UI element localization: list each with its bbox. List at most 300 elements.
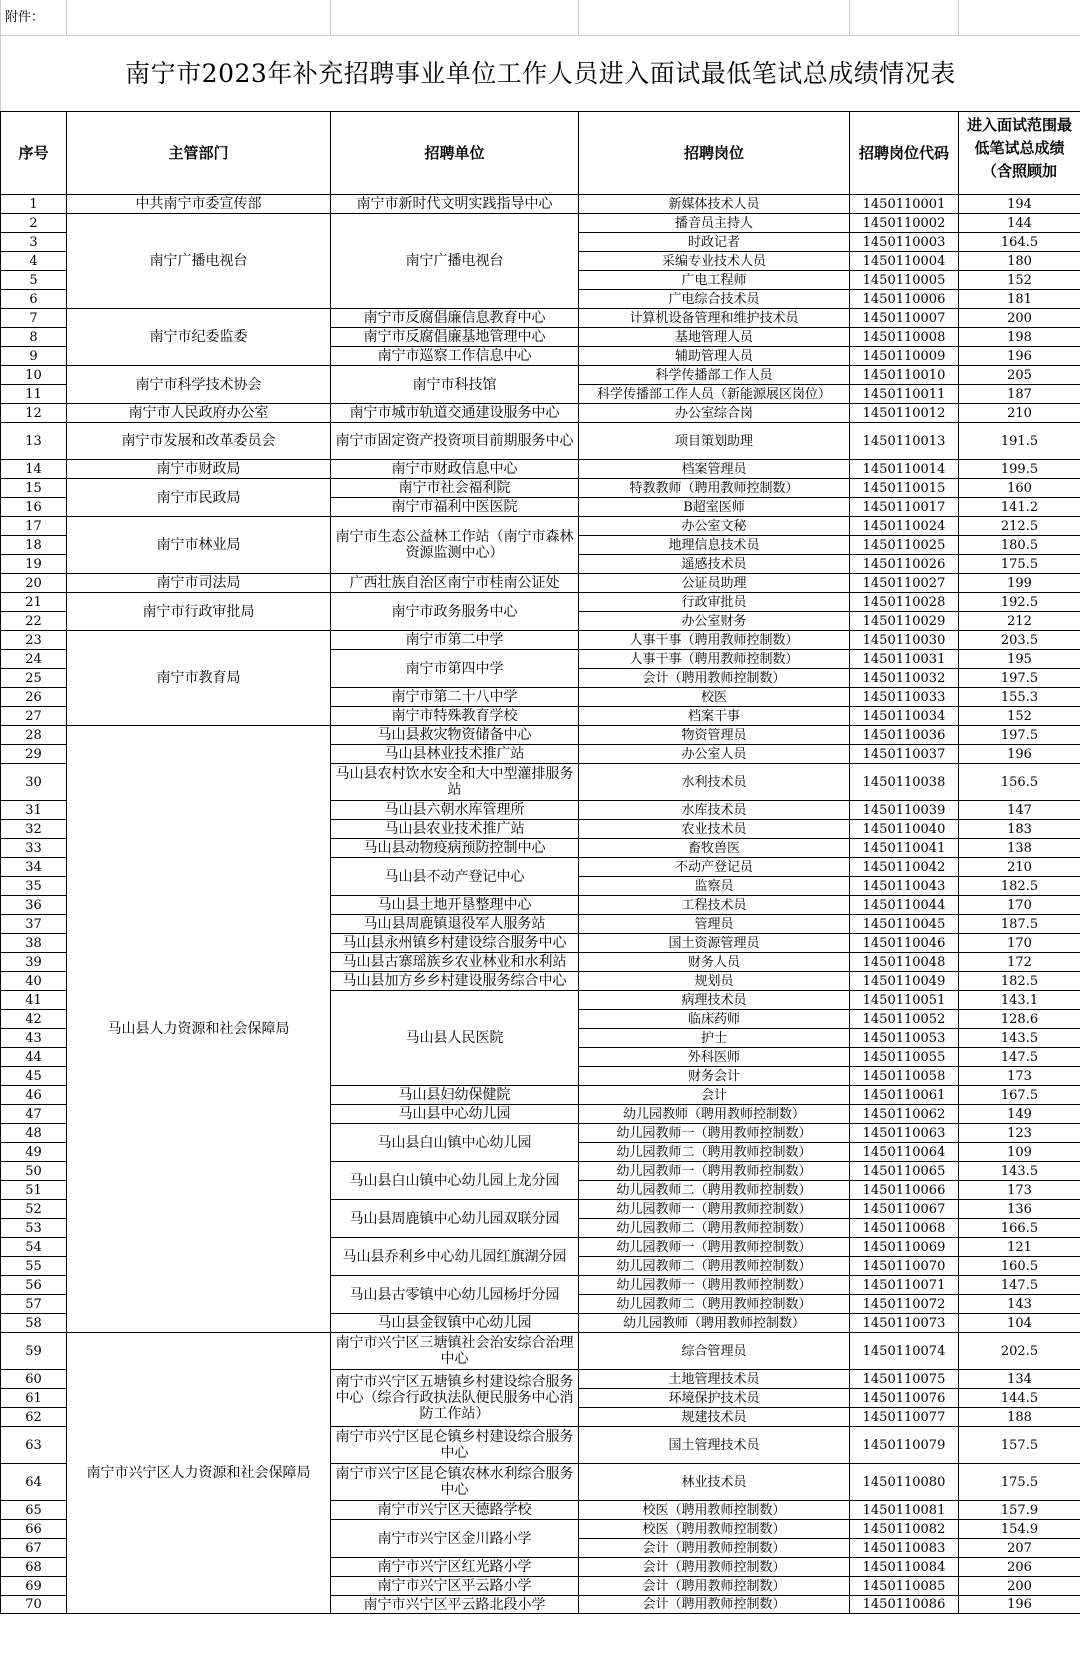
post-cell: 档案干事 (579, 707, 850, 726)
dept-cell: 南宁市兴宁区人力资源和社会保障局 (67, 1333, 331, 1614)
seq-cell: 21 (1, 593, 67, 612)
post-cell: B超室医师 (579, 498, 850, 517)
post-cell: 规划员 (579, 972, 850, 991)
post-cell: 计算机设备管理和维护技术员 (579, 309, 850, 328)
score-cell: 104 (959, 1314, 1080, 1333)
table-row (1, 574, 1080, 593)
score-cell: 166.5 (959, 1219, 1080, 1238)
code-cell: 1450110036 (850, 726, 959, 745)
post-cell: 监察员 (579, 877, 850, 896)
unit-cell: 南宁市兴宁区平云路北段小学 (331, 1596, 579, 1614)
score-cell: 160 (959, 479, 1080, 498)
unit-cell: 马山县金钗镇中心幼儿园 (331, 1314, 579, 1333)
unit-cell: 南宁市兴宁区红光路小学 (331, 1558, 579, 1577)
dept-cell: 马山县人力资源和社会保障局 (67, 726, 331, 1333)
dept-cell: 南宁市人民政府办公室 (67, 404, 331, 423)
seq-cell: 6 (1, 290, 67, 309)
unit-cell: 马山县不动产登记中心 (331, 858, 579, 896)
seq-cell: 35 (1, 877, 67, 896)
code-cell: 1450110041 (850, 839, 959, 858)
dept-cell: 南宁市司法局 (67, 574, 331, 593)
dept-cell: 南宁广播电视台 (67, 214, 331, 309)
seq-cell: 29 (1, 745, 67, 764)
post-cell: 外科医师 (579, 1048, 850, 1067)
post-cell: 会计（聘用教师控制数） (579, 1558, 850, 1577)
code-cell: 1450110038 (850, 764, 959, 801)
post-cell: 环境保护技术员 (579, 1389, 850, 1408)
code-cell: 1450110053 (850, 1029, 959, 1048)
post-cell: 时政记者 (579, 233, 850, 252)
post-cell: 人事干事（聘用教师控制数） (579, 631, 850, 650)
unit-cell: 马山县妇幼保健院 (331, 1086, 579, 1105)
post-cell: 综合管理员 (579, 1333, 850, 1370)
seq-cell: 66 (1, 1520, 67, 1539)
post-cell: 财务人员 (579, 953, 850, 972)
unit-cell: 马山县林业技术推广站 (331, 745, 579, 764)
code-cell: 1450110064 (850, 1143, 959, 1162)
table-row (1, 479, 1080, 498)
unit-cell: 南宁市兴宁区三塘镇社会治安综合治理中心 (331, 1333, 579, 1370)
score-cell: 109 (959, 1143, 1080, 1162)
code-cell: 1450110069 (850, 1238, 959, 1257)
post-cell: 科学传播部工作人员（新能源展区岗位） (579, 385, 850, 404)
code-cell: 1450110075 (850, 1370, 959, 1389)
score-cell: 155.3 (959, 688, 1080, 707)
seq-cell: 30 (1, 764, 67, 801)
score-cell: 149 (959, 1105, 1080, 1124)
score-cell: 144.5 (959, 1389, 1080, 1408)
post-cell: 临床药师 (579, 1010, 850, 1029)
unit-cell: 马山县古零镇中心幼儿园杨圩分园 (331, 1276, 579, 1314)
dept-cell: 南宁市林业局 (67, 517, 331, 574)
code-cell: 1450110049 (850, 972, 959, 991)
code-cell: 1450110025 (850, 536, 959, 555)
seq-cell: 44 (1, 1048, 67, 1067)
seq-cell: 56 (1, 1276, 67, 1295)
code-cell: 1450110043 (850, 877, 959, 896)
code-cell: 1450110085 (850, 1577, 959, 1596)
table-row (1, 309, 1080, 328)
code-cell: 1450110045 (850, 915, 959, 934)
score-cell: 197.5 (959, 726, 1080, 745)
score-cell: 141.2 (959, 498, 1080, 517)
unit-cell: 南宁市财政信息中心 (331, 460, 579, 479)
post-cell: 幼儿园教师一（聘用教师控制数） (579, 1200, 850, 1219)
score-cell: 196 (959, 1596, 1080, 1614)
code-cell: 1450110029 (850, 612, 959, 631)
post-cell: 幼儿园教师（聘用教师控制数） (579, 1314, 850, 1333)
score-cell: 172 (959, 953, 1080, 972)
unit-cell: 马山县人民医院 (331, 991, 579, 1086)
score-cell: 205 (959, 366, 1080, 385)
post-cell: 幼儿园教师二（聘用教师控制数） (579, 1295, 850, 1314)
post-cell: 广电工程师 (579, 271, 850, 290)
seq-cell: 46 (1, 1086, 67, 1105)
seq-cell: 3 (1, 233, 67, 252)
seq-cell: 65 (1, 1501, 67, 1520)
table-row (1, 593, 1080, 612)
seq-cell: 60 (1, 1370, 67, 1389)
code-cell: 1450110015 (850, 479, 959, 498)
unit-cell: 南宁市兴宁区天德路学校 (331, 1501, 579, 1520)
code-cell: 1450110040 (850, 820, 959, 839)
seq-cell: 28 (1, 726, 67, 745)
code-cell: 1450110083 (850, 1539, 959, 1558)
score-cell: 173 (959, 1181, 1080, 1200)
seq-cell: 39 (1, 953, 67, 972)
seq-cell: 22 (1, 612, 67, 631)
code-cell: 1450110008 (850, 328, 959, 347)
unit-cell: 广西壮族自治区南宁市桂南公证处 (331, 574, 579, 593)
post-cell: 广电综合技术员 (579, 290, 850, 309)
post-cell: 公证员助理 (579, 574, 850, 593)
score-cell: 194 (959, 195, 1080, 214)
code-cell: 1450110062 (850, 1105, 959, 1124)
score-cell: 187 (959, 385, 1080, 404)
score-cell: 143.1 (959, 991, 1080, 1010)
score-cell: 197.5 (959, 669, 1080, 688)
seq-cell: 68 (1, 1558, 67, 1577)
seq-cell: 11 (1, 385, 67, 404)
score-cell: 152 (959, 707, 1080, 726)
dept-cell: 南宁市行政审批局 (67, 593, 331, 631)
attachment-label: 附件： (1, 0, 67, 36)
code-cell: 1450110034 (850, 707, 959, 726)
unit-cell: 南宁市兴宁区平云路小学 (331, 1577, 579, 1596)
score-cell: 167.5 (959, 1086, 1080, 1105)
unit-cell: 马山县永州镇乡村建设综合服务中心 (331, 934, 579, 953)
unit-cell: 马山县白山镇中心幼儿园 (331, 1124, 579, 1162)
seq-cell: 7 (1, 309, 67, 328)
code-cell: 1450110061 (850, 1086, 959, 1105)
seq-cell: 50 (1, 1162, 67, 1181)
score-cell: 147 (959, 801, 1080, 820)
score-cell: 196 (959, 745, 1080, 764)
post-cell: 幼儿园教师二（聘用教师控制数） (579, 1257, 850, 1276)
code-cell: 1450110052 (850, 1010, 959, 1029)
dept-cell: 中共南宁市委宣传部 (67, 195, 331, 214)
seq-cell: 55 (1, 1257, 67, 1276)
post-cell: 林业技术员 (579, 1464, 850, 1501)
post-cell: 幼儿园教师二（聘用教师控制数） (579, 1181, 850, 1200)
post-cell: 会计（聘用教师控制数） (579, 1596, 850, 1614)
dept-cell: 南宁市财政局 (67, 460, 331, 479)
post-cell: 会计（聘用教师控制数） (579, 669, 850, 688)
seq-cell: 69 (1, 1577, 67, 1596)
code-cell: 1450110027 (850, 574, 959, 593)
score-cell: 180 (959, 252, 1080, 271)
seq-cell: 64 (1, 1464, 67, 1501)
score-cell: 143 (959, 1295, 1080, 1314)
code-cell: 1450110002 (850, 214, 959, 233)
seq-cell: 5 (1, 271, 67, 290)
code-cell: 1450110044 (850, 896, 959, 915)
seq-cell: 37 (1, 915, 67, 934)
score-cell: 152 (959, 271, 1080, 290)
code-cell: 1450110081 (850, 1501, 959, 1520)
dept-cell: 南宁市纪委监委 (67, 309, 331, 366)
score-cell: 143.5 (959, 1029, 1080, 1048)
seq-cell: 52 (1, 1200, 67, 1219)
seq-cell: 62 (1, 1408, 67, 1427)
unit-cell: 南宁市科技馆 (331, 366, 579, 404)
seq-cell: 67 (1, 1539, 67, 1558)
post-cell: 农业技术员 (579, 820, 850, 839)
seq-cell: 59 (1, 1333, 67, 1370)
code-cell: 1450110004 (850, 252, 959, 271)
unit-cell: 马山县救灾物资储备中心 (331, 726, 579, 745)
score-cell: 210 (959, 404, 1080, 423)
seq-cell: 18 (1, 536, 67, 555)
score-cell: 136 (959, 1200, 1080, 1219)
post-cell: 校医（聘用教师控制数） (579, 1501, 850, 1520)
code-cell: 1450110010 (850, 366, 959, 385)
unit-cell: 南宁市生态公益林工作站（南宁市森林资源监测中心） (331, 517, 579, 574)
post-cell: 土地管理技术员 (579, 1370, 850, 1389)
code-cell: 1450110070 (850, 1257, 959, 1276)
post-cell: 会计（聘用教师控制数） (579, 1539, 850, 1558)
seq-cell: 33 (1, 839, 67, 858)
seq-cell: 25 (1, 669, 67, 688)
code-cell: 1450110009 (850, 347, 959, 366)
score-cell: 170 (959, 896, 1080, 915)
score-cell: 212 (959, 612, 1080, 631)
code-cell: 1450110006 (850, 290, 959, 309)
seq-cell: 31 (1, 801, 67, 820)
unit-cell: 南宁市政务服务中心 (331, 593, 579, 631)
unit-cell: 马山县农村饮水安全和大中型灌排服务站 (331, 764, 579, 801)
header-unit: 招聘单位 (331, 112, 579, 195)
code-cell: 1450110071 (850, 1276, 959, 1295)
post-cell: 办公室综合岗 (579, 404, 850, 423)
code-cell: 1450110024 (850, 517, 959, 536)
code-cell: 1450110067 (850, 1200, 959, 1219)
dept-cell: 南宁市科学技术协会 (67, 366, 331, 404)
unit-cell: 马山县中心幼儿园 (331, 1105, 579, 1124)
score-cell: 196 (959, 347, 1080, 366)
seq-cell: 19 (1, 555, 67, 574)
score-cell: 123 (959, 1124, 1080, 1143)
unit-cell: 南宁广播电视台 (331, 214, 579, 309)
score-cell: 144 (959, 214, 1080, 233)
seq-cell: 26 (1, 688, 67, 707)
code-cell: 1450110012 (850, 404, 959, 423)
score-cell: 203.5 (959, 631, 1080, 650)
code-cell: 1450110033 (850, 688, 959, 707)
unit-cell: 南宁市兴宁区金川路小学 (331, 1520, 579, 1558)
unit-cell: 马山县古寨瑶族乡农业林业和水利站 (331, 953, 579, 972)
unit-cell: 南宁市巡察工作信息中心 (331, 347, 579, 366)
dept-cell: 南宁市民政局 (67, 479, 331, 517)
score-cell: 175.5 (959, 555, 1080, 574)
post-cell: 特教教师（聘用教师控制数） (579, 479, 850, 498)
post-cell: 遥感技术员 (579, 555, 850, 574)
unit-cell: 马山县加方乡乡村建设服务综合中心 (331, 972, 579, 991)
code-cell: 1450110082 (850, 1520, 959, 1539)
score-cell: 157.5 (959, 1427, 1080, 1464)
unit-cell: 南宁市城市轨道交通建设服务中心 (331, 404, 579, 423)
header-score: 进入面试范围最低笔试总成绩（含照顾加 (959, 112, 1080, 195)
score-cell: 200 (959, 1577, 1080, 1596)
code-cell: 1450110001 (850, 195, 959, 214)
unit-cell: 南宁市社会福利院 (331, 479, 579, 498)
unit-cell: 南宁市反腐倡廉信息教育中心 (331, 309, 579, 328)
code-cell: 1450110007 (850, 309, 959, 328)
score-cell: 198 (959, 328, 1080, 347)
seq-cell: 32 (1, 820, 67, 839)
header-code: 招聘岗位代码 (850, 112, 959, 195)
seq-cell: 12 (1, 404, 67, 423)
seq-cell: 61 (1, 1389, 67, 1408)
seq-cell: 49 (1, 1143, 67, 1162)
seq-cell: 58 (1, 1314, 67, 1333)
seq-cell: 13 (1, 423, 67, 460)
code-cell: 1450110080 (850, 1464, 959, 1501)
post-cell: 会计（聘用教师控制数） (579, 1577, 850, 1596)
post-cell: 工程技术员 (579, 896, 850, 915)
seq-cell: 45 (1, 1067, 67, 1086)
post-cell: 档案管理员 (579, 460, 850, 479)
score-cell: 134 (959, 1370, 1080, 1389)
score-cell: 160.5 (959, 1257, 1080, 1276)
code-cell: 1450110039 (850, 801, 959, 820)
seq-cell: 1 (1, 195, 67, 214)
table-row (1, 214, 1080, 233)
header-dept: 主管部门 (67, 112, 331, 195)
seq-cell: 36 (1, 896, 67, 915)
unit-cell: 南宁市新时代文明实践指导中心 (331, 195, 579, 214)
code-cell: 1450110014 (850, 460, 959, 479)
header-row (1, 112, 1080, 195)
code-cell: 1450110013 (850, 423, 959, 460)
unit-cell: 南宁市兴宁区五塘镇乡村建设综合服务中心（综合行政执法队便民服务中心消防工作站） (331, 1370, 579, 1427)
unit-cell: 南宁市特殊教育学校 (331, 707, 579, 726)
code-cell: 1450110055 (850, 1048, 959, 1067)
score-cell: 175.5 (959, 1464, 1080, 1501)
post-cell: 畜牧兽医 (579, 839, 850, 858)
post-cell: 国土资源管理员 (579, 934, 850, 953)
score-cell: 182.5 (959, 972, 1080, 991)
seq-cell: 17 (1, 517, 67, 536)
dept-cell: 南宁市教育局 (67, 631, 331, 726)
unit-cell: 马山县乔利乡中心幼儿园红旗湖分园 (331, 1238, 579, 1276)
code-cell: 1450110003 (850, 233, 959, 252)
post-cell: 校医 (579, 688, 850, 707)
seq-cell: 51 (1, 1181, 67, 1200)
post-cell: 基地管理人员 (579, 328, 850, 347)
post-cell: 新媒体技术人员 (579, 195, 850, 214)
code-cell: 1450110058 (850, 1067, 959, 1086)
seq-cell: 63 (1, 1427, 67, 1464)
unit-cell: 马山县动物疫病预防控制中心 (331, 839, 579, 858)
unit-cell: 马山县周鹿镇退役军人服务站 (331, 915, 579, 934)
code-cell: 1450110065 (850, 1162, 959, 1181)
score-cell: 187.5 (959, 915, 1080, 934)
unit-cell: 南宁市兴宁区昆仑镇乡村建设综合服务中心 (331, 1427, 579, 1464)
dept-cell: 南宁市发展和改革委员会 (67, 423, 331, 460)
code-cell: 1450110011 (850, 385, 959, 404)
post-cell: 幼儿园教师一（聘用教师控制数） (579, 1162, 850, 1181)
table-row (1, 726, 1080, 745)
post-cell: 财务会计 (579, 1067, 850, 1086)
seq-cell: 2 (1, 214, 67, 233)
unit-cell: 南宁市福利中医医院 (331, 498, 579, 517)
code-cell: 1450110032 (850, 669, 959, 688)
header-post: 招聘岗位 (579, 112, 850, 195)
seq-cell: 47 (1, 1105, 67, 1124)
score-cell: 206 (959, 1558, 1080, 1577)
seq-cell: 70 (1, 1596, 67, 1614)
code-cell: 1450110063 (850, 1124, 959, 1143)
score-cell: 121 (959, 1238, 1080, 1257)
score-cell: 157.9 (959, 1501, 1080, 1520)
code-cell: 1450110026 (850, 555, 959, 574)
seq-cell: 14 (1, 460, 67, 479)
seq-cell: 27 (1, 707, 67, 726)
post-cell: 行政审批员 (579, 593, 850, 612)
code-cell: 1450110030 (850, 631, 959, 650)
score-cell: 143.5 (959, 1162, 1080, 1181)
seq-cell: 23 (1, 631, 67, 650)
seq-cell: 15 (1, 479, 67, 498)
score-cell: 192.5 (959, 593, 1080, 612)
seq-cell: 16 (1, 498, 67, 517)
score-cell: 183 (959, 820, 1080, 839)
score-cell: 210 (959, 858, 1080, 877)
score-cell: 188 (959, 1408, 1080, 1427)
seq-cell: 8 (1, 328, 67, 347)
score-cell: 200 (959, 309, 1080, 328)
code-cell: 1450110077 (850, 1408, 959, 1427)
table-row (1, 423, 1080, 460)
code-cell: 1450110068 (850, 1219, 959, 1238)
post-cell: 会计 (579, 1086, 850, 1105)
code-cell: 1450110074 (850, 1333, 959, 1370)
code-cell: 1450110084 (850, 1558, 959, 1577)
score-cell: 138 (959, 839, 1080, 858)
post-cell: 幼儿园教师二（聘用教师控制数） (579, 1143, 850, 1162)
unit-cell: 南宁市第四中学 (331, 650, 579, 688)
seq-cell: 54 (1, 1238, 67, 1257)
code-cell: 1450110051 (850, 991, 959, 1010)
post-cell: 辅助管理人员 (579, 347, 850, 366)
code-cell: 1450110042 (850, 858, 959, 877)
seq-cell: 42 (1, 1010, 67, 1029)
score-cell: 181 (959, 290, 1080, 309)
score-cell: 199.5 (959, 460, 1080, 479)
unit-cell: 马山县农业技术推广站 (331, 820, 579, 839)
unit-cell: 南宁市反腐倡廉基地管理中心 (331, 328, 579, 347)
post-cell: 水利技术员 (579, 764, 850, 801)
post-cell: 幼儿园教师一（聘用教师控制数） (579, 1124, 850, 1143)
score-cell: 128.6 (959, 1010, 1080, 1029)
score-cell: 164.5 (959, 233, 1080, 252)
post-cell: 幼儿园教师（聘用教师控制数） (579, 1105, 850, 1124)
post-cell: 幼儿园教师一（聘用教师控制数） (579, 1276, 850, 1295)
table-row (1, 366, 1080, 385)
seq-cell: 57 (1, 1295, 67, 1314)
header-seq: 序号 (1, 112, 67, 195)
table-row (1, 460, 1080, 479)
score-cell: 154.9 (959, 1520, 1080, 1539)
score-cell: 180.5 (959, 536, 1080, 555)
post-cell: 办公室人员 (579, 745, 850, 764)
code-cell: 1450110079 (850, 1427, 959, 1464)
unit-cell: 南宁市兴宁区昆仑镇农林水利综合服务中心 (331, 1464, 579, 1501)
seq-cell: 41 (1, 991, 67, 1010)
code-cell: 1450110046 (850, 934, 959, 953)
post-cell: 播音员主持人 (579, 214, 850, 233)
